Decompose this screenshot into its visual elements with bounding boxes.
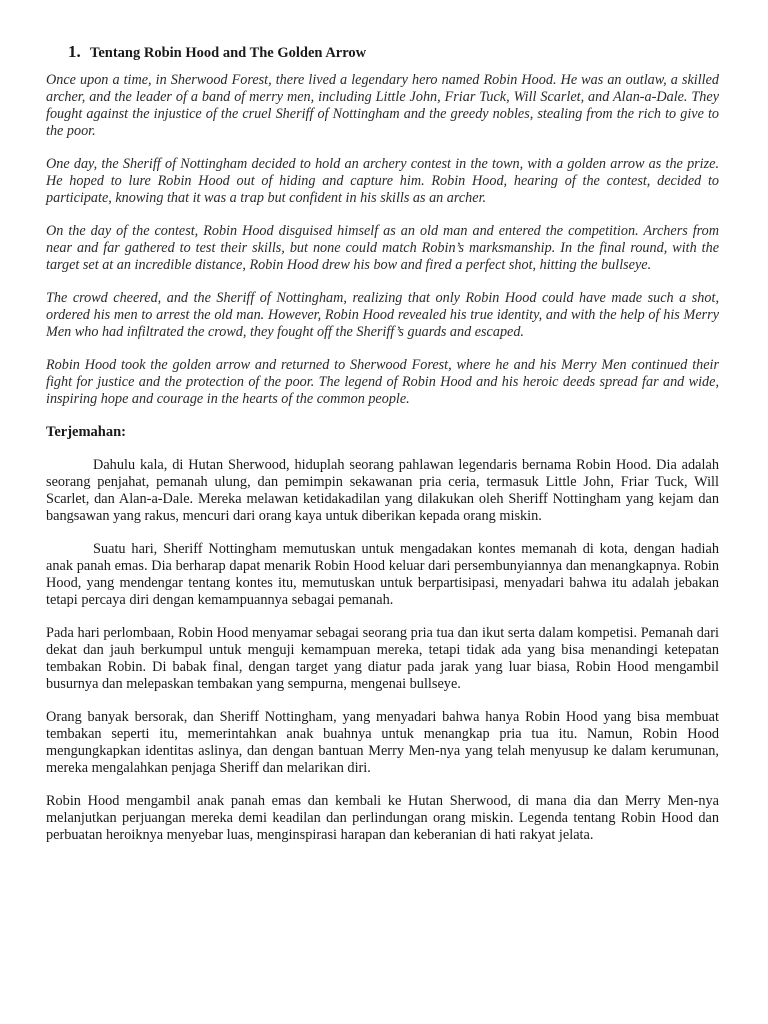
section-title: Tentang Robin Hood and The Golden Arrow	[90, 45, 367, 61]
document-page	[46, 42, 719, 860]
translation-paragraph: Suatu hari, Sheriff Nottingham memutuskan untuk mengadakan kontes memanah di kota, dengan hadiah anak panah emas. Dia berharap dapat menarik Robin Hood keluar dari persembunyiannya dan menangkapnya. Robin Hood, yang mendengar tentang kontes itu, memutuskan untuk berpartisipasi, menyadari bahwa itu adalah jebakan tetapi percaya diri dengan kemampuannya sebagai pemanah.	[46, 541, 719, 608]
section-heading	[68, 42, 719, 62]
english-story	[46, 72, 719, 408]
translation-heading: Terjemahan:	[46, 424, 127, 440]
story-paragraph: One day, the Sheriff of Nottingham decided to hold an archery contest in the town, with a golden arrow as the prize. He hoped to lure Robin Hood out of hiding and capture him. Robin Hood, hearing of the contest, decided to participate, knowing that it was a trap but confident in his skills as an archer.	[46, 156, 719, 206]
story-paragraph: The crowd cheered, and the Sheriff of Nottingham, realizing that only Robin Hood could have made such a shot, ordered his men to arrest the old man. However, Robin Hood revealed his true identity, and with the help of his Merry Men who had infiltrated the crowd, they fought off the Sheriff’s guards and escaped.	[46, 290, 719, 340]
story-paragraph: Robin Hood took the golden arrow and returned to Sherwood Forest, where he and his Merry Men continued their fight for justice and the protection of the poor. The legend of Robin Hood and his heroic deeds spread far and wide, inspiring hope and courage in the hearts of the common people.	[46, 357, 719, 407]
translation-paragraph: Dahulu kala, di Hutan Sherwood, hiduplah seorang pahlawan legendaris bernama Robin Hood. Dia adalah seorang penjahat, pemanah ulung, dan pemimpin sekawanan pria ceria, termasuk Little John, Friar Tuck, Will Scarlet, dan Alan-a-Dale. Mereka melawan ketidakadilan yang dilakukan oleh Sheriff Nottingham yang kejam dan bangsawan yang rakus, mencuri dari orang kaya untuk diberikan kepada orang miskin.	[46, 457, 719, 524]
story-paragraph: On the day of the contest, Robin Hood disguised himself as an old man and entered the competition. Archers from near and far gathered to test their skills, but none could match Robin’s marksmanship. In the final round, with the target set at an incredible distance, Robin Hood drew his bow and fired a perfect shot, hitting the bullseye.	[46, 223, 719, 273]
translation-paragraph: Pada hari perlombaan, Robin Hood menyamar sebagai seorang pria tua dan ikut serta dalam kompetisi. Pemanah dari dekat dan jauh berkumpul untuk menguji kemampuan mereka, tetapi tidak ada yang bisa menandingi ketepatan tembakan Robin. Di babak final, dengan target yang diatur pada jarak yang luar biasa, Robin Hood mengambil busurnya dan melepaskan tembakan yang sempurna, mengenai bullseye.	[46, 625, 719, 692]
section-number: 1.	[68, 42, 81, 61]
translation-paragraph: Robin Hood mengambil anak panah emas dan kembali ke Hutan Sherwood, di mana dia dan Merry Men-nya melanjutkan perjuangan mereka demi keadilan dan perlindungan orang miskin. Legenda tentang Robin Hood dan perbuatan heroiknya menyebar luas, menginspirasi harapan dan keberanian di hati rakyat jelata.	[46, 793, 719, 843]
indonesian-translation	[46, 457, 719, 844]
story-paragraph: Once upon a time, in Sherwood Forest, there lived a legendary hero named Robin Hood. He was an outlaw, a skilled archer, and the leader of a band of merry men, including Little John, Friar Tuck, Will Scarlet, and Alan-a-Dale. They fought against the injustice of the cruel Sheriff of Nottingham and the greedy nobles, stealing from the rich to give to the poor.	[46, 72, 719, 139]
translation-paragraph: Orang banyak bersorak, dan Sheriff Nottingham, yang menyadari bahwa hanya Robin Hood yang bisa membuat tembakan seperti itu, memerintahkan anak buahnya untuk menangkap pria tua itu. Namun, Robin Hood mengungkapkan identitas aslinya, dan dengan bantuan Merry Men-nya yang telah menyusup ke dalam kerumunan, mereka mengalahkan penjaga Sheriff dan melarikan diri.	[46, 709, 719, 776]
